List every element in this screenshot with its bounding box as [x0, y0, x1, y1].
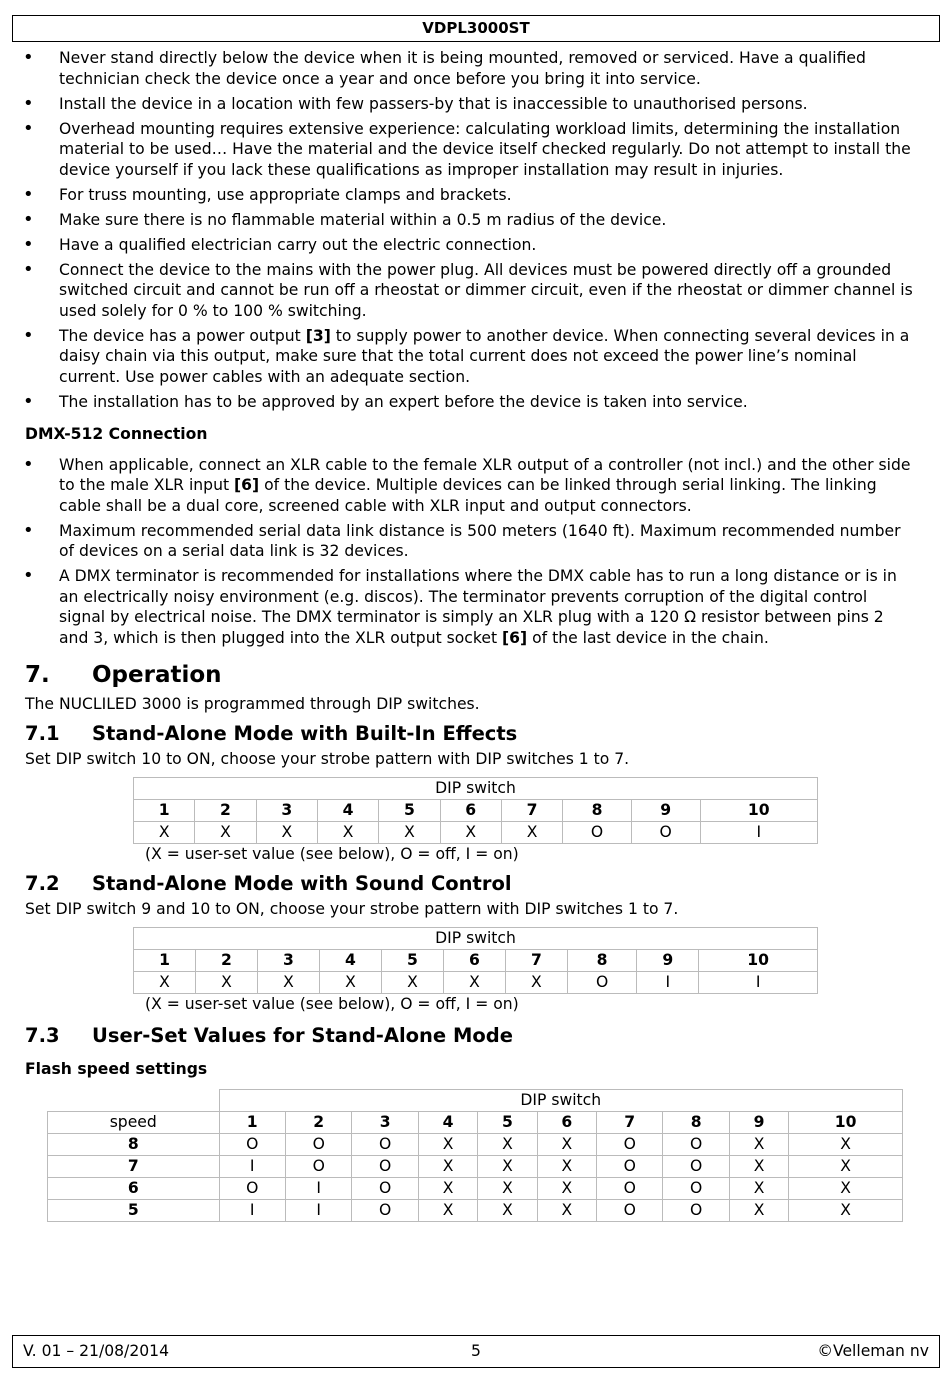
table-cell: O: [563, 822, 632, 844]
section-title: Stand-Alone Mode with Sound Control: [92, 871, 512, 895]
speed-value: 8: [48, 1134, 220, 1156]
bullet-item: [13, 455, 933, 517]
table-cell: X: [418, 1134, 477, 1156]
table-cell: X: [195, 972, 257, 994]
bullet-item: [13, 48, 933, 89]
table-title: DIP switch: [134, 778, 818, 800]
table-header-row: [134, 800, 818, 822]
speed-header: speed: [48, 1112, 220, 1134]
table-cell: I: [699, 972, 818, 994]
table-cell: X: [789, 1178, 903, 1200]
table-cell: X: [418, 1156, 477, 1178]
table-cell: X: [537, 1178, 596, 1200]
table-cell: X: [256, 822, 317, 844]
bullet-text: Install the device in a location with few passers-by that is inaccessible to unauthorised persons.: [59, 94, 808, 113]
section-7-heading: [25, 662, 933, 688]
table-row: [134, 972, 818, 994]
table-cell: O: [285, 1156, 351, 1178]
column-header: 7: [501, 800, 562, 822]
bullet-text: to supply power to another device. When connecting several devices in a daisy chain via this output, make sure that the total current does not exceed the power line’s nominal current. Use power cables with an adequate section.: [59, 326, 910, 386]
table-cell: X: [418, 1200, 477, 1222]
column-header: 10: [700, 800, 817, 822]
table-cell: O: [596, 1200, 662, 1222]
column-header: 9: [637, 950, 699, 972]
bullet-item: [13, 185, 933, 206]
column-header: 10: [789, 1112, 903, 1134]
column-header: 3: [256, 800, 317, 822]
flash-speed-table: [47, 1089, 903, 1222]
column-header: 2: [285, 1112, 351, 1134]
section-number: 7.2: [25, 871, 60, 895]
section-number: 7.3: [25, 1023, 60, 1047]
table-cell: X: [537, 1200, 596, 1222]
bullet-text: Maximum recommended serial data link distance is 500 meters (1640 ft). Maximum recommended number of devices on a serial data link is 32 devices.: [59, 521, 901, 560]
reference-number: [6]: [234, 476, 260, 494]
column-header: 4: [418, 1112, 477, 1134]
table-cell: O: [352, 1178, 418, 1200]
speed-value: 7: [48, 1156, 220, 1178]
table-title-row: [134, 928, 818, 950]
column-header: 2: [195, 950, 257, 972]
bullet-item: [13, 210, 933, 231]
table-cell: X: [195, 822, 256, 844]
page-footer: [12, 1335, 940, 1368]
column-header: 2: [195, 800, 256, 822]
table-cell: O: [352, 1134, 418, 1156]
column-header: 5: [478, 1112, 537, 1134]
table-cell: X: [134, 822, 195, 844]
column-header: 6: [440, 800, 501, 822]
table-cell: X: [537, 1156, 596, 1178]
column-header: 7: [505, 950, 567, 972]
table-cell: X: [789, 1200, 903, 1222]
table-cell: X: [729, 1156, 788, 1178]
footer-page-number: 5: [471, 1342, 481, 1360]
empty-cell: [48, 1090, 220, 1112]
table-row: [48, 1134, 903, 1156]
column-header: 4: [317, 800, 378, 822]
flash-speed-heading: Flash speed settings: [25, 1059, 208, 1078]
bullet-text: Overhead mounting requires extensive experience: calculating workload limits, determining the installation material to be used… Have the material and the device itself checked regularly. Do not attempt to install the device yourself if you lack these qualifications as improper installation may result in injuries.: [59, 119, 911, 179]
bullet-item: [13, 521, 933, 562]
column-header: 1: [134, 950, 196, 972]
bullet-text: Connect the device to the mains with the power plug. All devices must be powered directly off a grounded switched circuit and cannot be run off a rheostat or dimmer circuit, even if the rheostat or dimmer channel is used solely for 0 % to 100 % switching.: [59, 260, 913, 320]
table-row: [48, 1156, 903, 1178]
table-cell: I: [285, 1178, 351, 1200]
table-cell: X: [381, 972, 443, 994]
table-cell: O: [219, 1178, 285, 1200]
table-cell: I: [285, 1200, 351, 1222]
section-7-3-heading: [25, 1025, 933, 1047]
column-header: 9: [631, 800, 700, 822]
dip-table-7-1: [133, 777, 818, 844]
section-7-text: The NUCLILED 3000 is programmed through DIP switches.: [25, 695, 480, 713]
section-7-2-heading: [25, 873, 933, 895]
bullet-text: of the device. Multiple devices can be linked through serial linking. The linking cable shall be a dual core, screened cable with XLR input and output connectors.: [59, 476, 877, 515]
column-header: 8: [663, 1112, 729, 1134]
table-cell: I: [219, 1156, 285, 1178]
bullet-text: A DMX terminator is recommended for installations where the DMX cable has to run a long distance or is in an electrically noisy environment (e.g. discos). The terminator prevents corruption of the digital control signal by electrical noise. The DMX terminator is simply an XLR plug with a 120 Ω resistor between pins 2 and 3, which is then plugged into the XLR output socket: [59, 567, 897, 647]
table-cell: X: [418, 1178, 477, 1200]
bullet-item: [13, 392, 933, 413]
table-cell: X: [379, 822, 440, 844]
table-title: DIP switch: [219, 1090, 903, 1112]
table-cell: O: [631, 822, 700, 844]
column-header: 5: [381, 950, 443, 972]
table-cell: X: [501, 822, 562, 844]
safety-bullet-list: [13, 48, 933, 412]
speed-value: 6: [48, 1178, 220, 1200]
table-cell: X: [443, 972, 505, 994]
bullet-text: For truss mounting, use appropriate clamps and brackets.: [59, 185, 512, 204]
bullet-text: Make sure there is no flammable material within a 0.5 m radius of the device.: [59, 210, 667, 229]
table-title-row: [48, 1090, 903, 1112]
footer-version: V. 01 – 21/08/2014: [23, 1342, 170, 1360]
table-cell: X: [729, 1200, 788, 1222]
table-title-row: [134, 778, 818, 800]
speed-value: 5: [48, 1200, 220, 1222]
section-7-1-heading: [25, 723, 933, 745]
legend-note: (X = user-set value (see below), O = off, I = on): [145, 995, 519, 1013]
table-cell: X: [537, 1134, 596, 1156]
table-cell: O: [567, 972, 636, 994]
column-header: 1: [219, 1112, 285, 1134]
bullet-text: The installation has to be approved by an expert before the device is taken into service.: [59, 392, 748, 411]
table-cell: X: [789, 1134, 903, 1156]
table-cell: O: [285, 1134, 351, 1156]
bullet-text: of the last device in the chain.: [527, 628, 769, 647]
table-cell: O: [219, 1134, 285, 1156]
reference-number: [3]: [305, 326, 331, 345]
bullet-text: Never stand directly below the device when it is being mounted, removed or serviced. Have a qualified technician check the device once a year and once before you bring it into service.: [59, 49, 866, 88]
table-cell: I: [637, 972, 699, 994]
table-cell: X: [478, 1134, 537, 1156]
bullet-item: [13, 566, 933, 648]
column-header: 8: [563, 800, 632, 822]
table-cell: X: [478, 1156, 537, 1178]
column-header: 1: [134, 800, 195, 822]
bullet-item: [13, 94, 933, 115]
table-cell: X: [257, 972, 319, 994]
table-title: DIP switch: [134, 928, 818, 950]
section-7-1-text: Set DIP switch 10 to ON, choose your strobe pattern with DIP switches 1 to 7.: [25, 749, 630, 768]
dmx-heading: DMX-512 Connection: [25, 425, 208, 443]
table-cell: O: [352, 1156, 418, 1178]
footer-copyright: ©Velleman nv: [817, 1342, 929, 1360]
column-header: 3: [352, 1112, 418, 1134]
table-cell: I: [700, 822, 817, 844]
bullet-text: Have a qualified electrician carry out the electric connection.: [59, 235, 537, 254]
table-cell: O: [663, 1200, 729, 1222]
table-cell: O: [352, 1200, 418, 1222]
table-row: [48, 1178, 903, 1200]
column-header: 4: [319, 950, 381, 972]
column-header: 5: [379, 800, 440, 822]
table-cell: O: [596, 1156, 662, 1178]
section-title: Stand-Alone Mode with Built-In Effects: [92, 721, 518, 745]
column-header: 6: [443, 950, 505, 972]
bullet-item: [13, 119, 933, 181]
bullet-text: When applicable, connect an XLR cable to the female XLR output of a controller (not incl.) and the other side to the male XLR input: [59, 455, 911, 494]
section-7-2-text: Set DIP switch 9 and 10 to ON, choose your strobe pattern with DIP switches 1 to 7.: [25, 899, 679, 918]
bullet-item: [13, 326, 933, 388]
section-number: 7.1: [25, 721, 60, 745]
table-cell: I: [219, 1200, 285, 1222]
table-cell: X: [729, 1178, 788, 1200]
column-header: 9: [729, 1112, 788, 1134]
section-number: 7.: [25, 662, 50, 688]
section-title: Operation: [92, 662, 222, 688]
table-cell: O: [663, 1156, 729, 1178]
table-cell: X: [317, 822, 378, 844]
table-cell: X: [440, 822, 501, 844]
dmx-bullet-list: [13, 455, 933, 649]
section-title: User-Set Values for Stand-Alone Mode: [92, 1023, 513, 1047]
column-header: 10: [699, 950, 818, 972]
table-row: [134, 822, 818, 844]
column-header: 6: [537, 1112, 596, 1134]
table-cell: X: [729, 1134, 788, 1156]
table-header-row: [48, 1112, 903, 1134]
page-header: VDPL3000ST: [12, 15, 940, 42]
legend-note: (X = user-set value (see below), O = off, I = on): [145, 845, 519, 863]
table-cell: O: [663, 1134, 729, 1156]
reference-number: [6]: [502, 628, 528, 647]
bullet-item: [13, 260, 933, 322]
table-cell: X: [505, 972, 567, 994]
column-header: 8: [567, 950, 636, 972]
table-header-row: [134, 950, 818, 972]
table-cell: O: [596, 1134, 662, 1156]
table-cell: O: [596, 1178, 662, 1200]
table-cell: X: [134, 972, 196, 994]
bullet-text: The device has a power output: [59, 326, 306, 345]
table-cell: O: [663, 1178, 729, 1200]
bullet-item: [13, 235, 933, 256]
table-row: [48, 1200, 903, 1222]
dip-table-7-2: [133, 927, 818, 994]
table-cell: X: [478, 1178, 537, 1200]
table-cell: X: [789, 1156, 903, 1178]
table-cell: X: [319, 972, 381, 994]
column-header: 3: [257, 950, 319, 972]
column-header: 7: [596, 1112, 662, 1134]
table-cell: X: [478, 1200, 537, 1222]
